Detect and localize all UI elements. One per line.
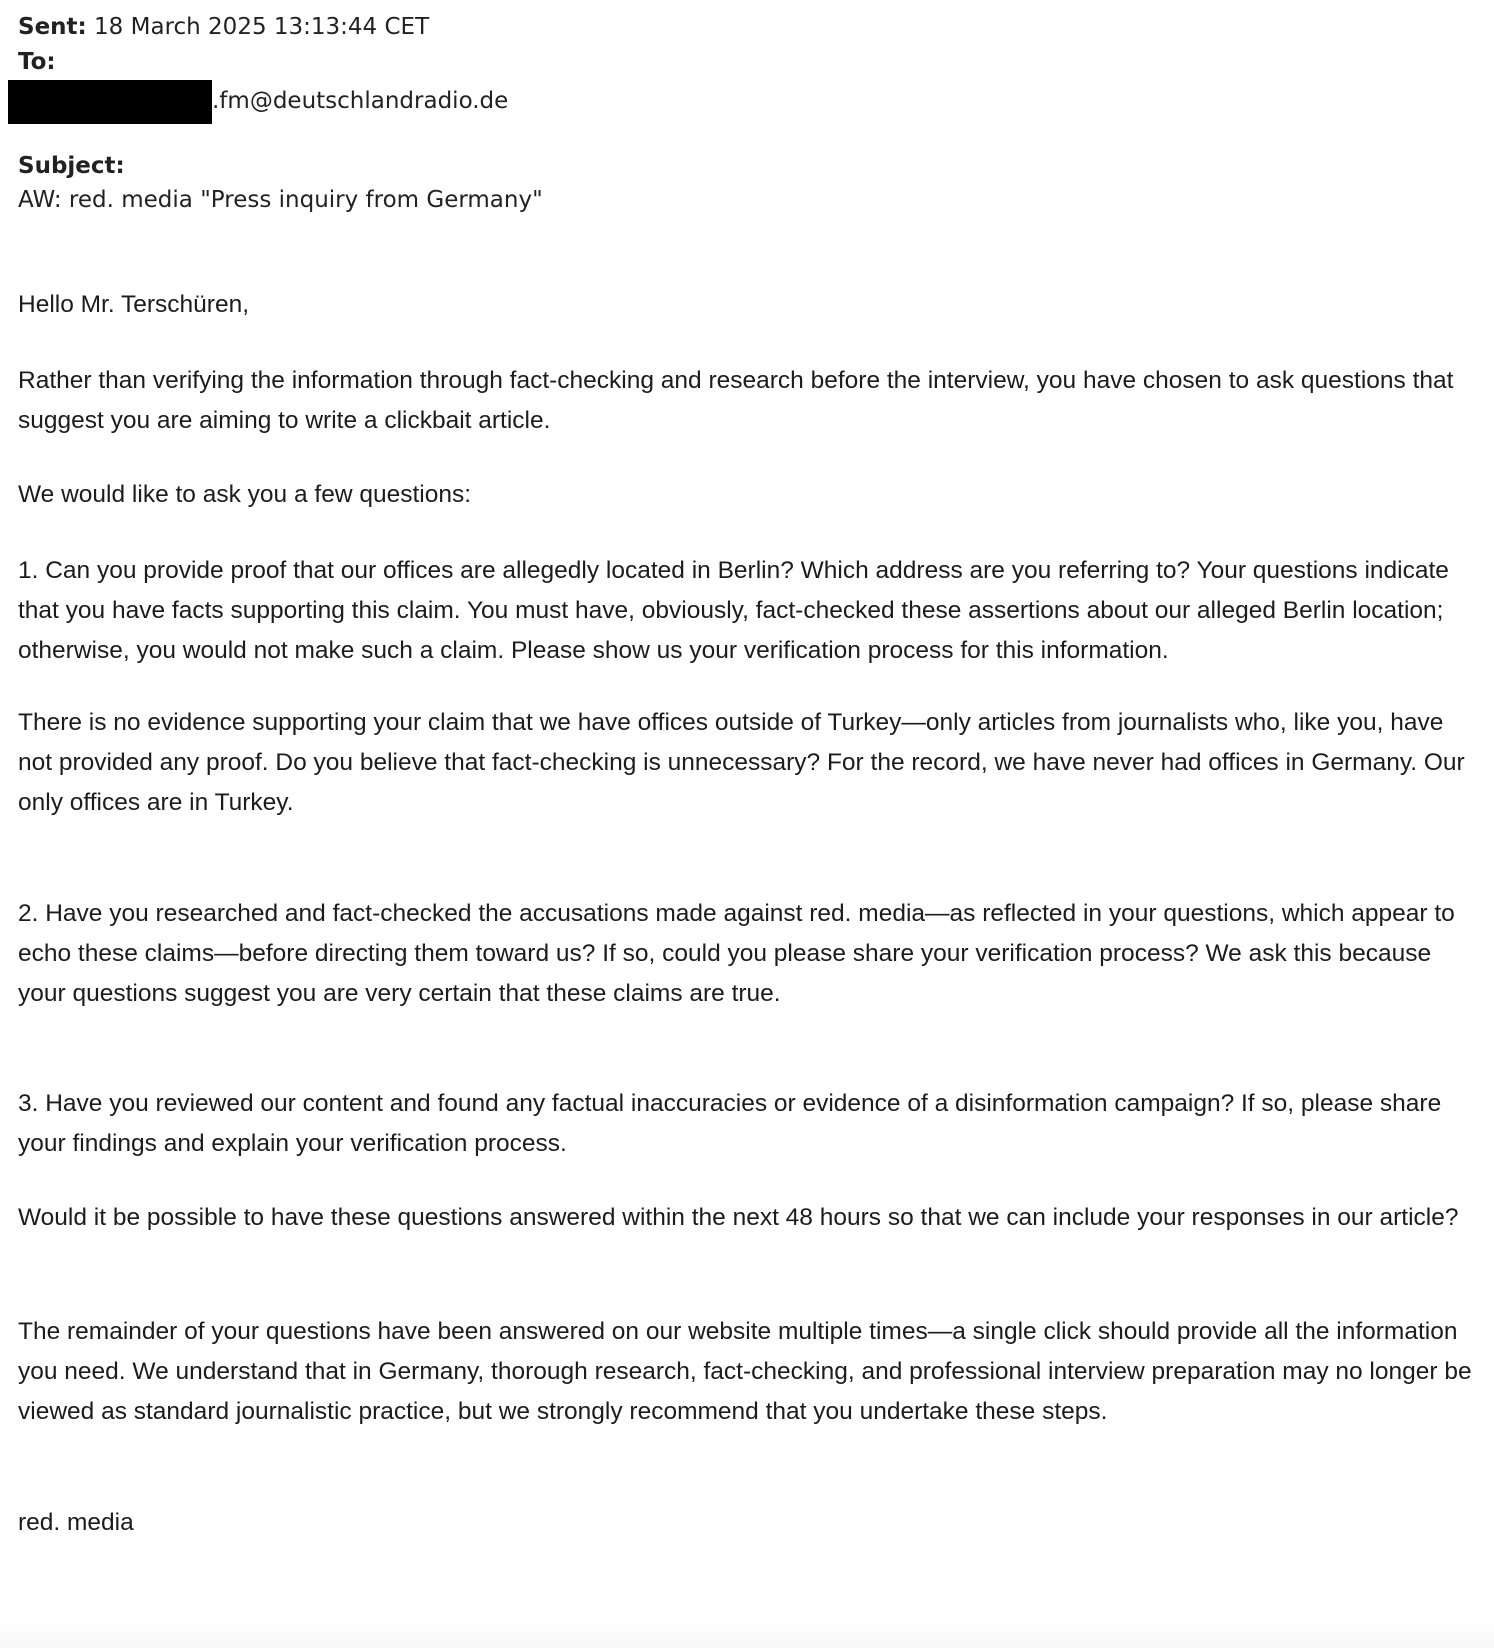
paragraph-request: Would it be possible to have these questions answered within the next 48 hours so that we can include your responses in our article?	[18, 1204, 1459, 1231]
redaction-bar	[8, 80, 212, 124]
to-label: To:	[18, 49, 56, 75]
question-3: 3. Have you reviewed our content and found any factual inaccuracies or evidence of a disinformation campaign? If so, please share your findings and explain your verification process.	[18, 1090, 1442, 1157]
question-2: 2. Have you researched and fact-checked the accusations made against red. media—as reflected in your questions, which appear to echo these claims—before directing them toward us? If so, could you please share your verification process? We ask this because your questions suggest you are very certain that these claims are true.	[18, 900, 1455, 1007]
to-address-row	[18, 80, 618, 124]
paragraph-questions-lead: We would like to ask you a few questions:	[18, 481, 472, 508]
signature: red. media	[18, 1509, 134, 1536]
bottom-edge	[0, 1618, 1494, 1648]
subject-value: AW: red. media "Press inquiry from Germany"	[18, 187, 543, 213]
question-1-followup: There is no evidence supporting your claim that we have offices outside of Turkey—only articles from journalists who, like you, have not provided any proof. Do you believe that fact-checking is unnecessary? For the record, we have never had offices in Germany. Our only offices are in Turkey.	[18, 709, 1465, 816]
subject-label: Subject:	[18, 153, 125, 179]
paragraph-intro: Rather than verifying the information through fact-checking and research before the interview, you have chosen to ask questions that suggest you are aiming to write a clickbait article.	[18, 367, 1454, 434]
sent-label: Sent:	[18, 14, 87, 40]
subject-row	[18, 149, 125, 183]
paragraph-remainder: The remainder of your questions have been answered on our website multiple times—a single click should provide all the information you need. We understand that in Germany, thorough research, fact-checking, and professional interview preparation may no longer be viewed as standard journalistic practice, but we strongly recommend that you undertake these steps.	[18, 1318, 1472, 1425]
greeting: Hello Mr. Terschüren,	[18, 291, 250, 318]
to-address[interactable]: .fm@deutschlandradio.de	[212, 88, 509, 114]
subject-value-row	[18, 183, 543, 217]
sent-value: 18 March 2025 13:13:44 CET	[94, 14, 430, 40]
to-row	[18, 45, 56, 79]
question-1: 1. Can you provide proof that our offices are allegedly located in Berlin? Which address are you referring to? Your questions indicate that you have facts supporting this claim. You must have, obviously, fact-checked these assertions about our alleged Berlin location; otherwise, you would not make such a claim. Please show us your verification process for this information.	[18, 557, 1449, 664]
sent-row	[18, 10, 429, 44]
